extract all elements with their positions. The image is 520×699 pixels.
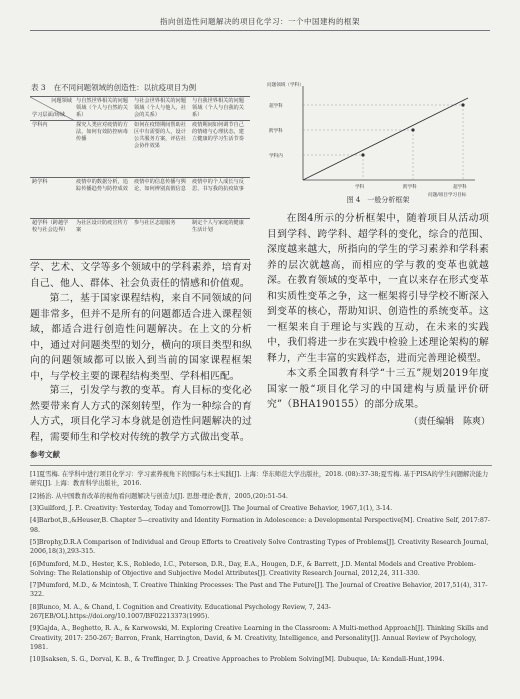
framework-diagram: [263, 80, 493, 200]
table-caption-text: 在不同问题领域的创造性：以抗疫项目为例: [53, 83, 197, 92]
reference-item: [5]Brophy,D.R.A Comparison of Individual and Group Efforts to Creatively Solve Contrasting Types of Problems[J]. Creativity Research Journal, 2006,18(3),293-315.: [30, 538, 489, 556]
reference-item: [1]夏雪梅. 在学科中进行项目化学习：学习素养视角下的国际与本土实践[J]. 上海：华东师范大学出版社，2018. (08):37-38;夏雪梅. 基于PISA的学生问题解决能力研究[J]. 上海：教育科学出版社，2016.: [30, 471, 489, 488]
table-caption-number: 表 3: [31, 83, 46, 92]
table-row: [30, 178, 250, 219]
table-row: [30, 219, 250, 260]
body-paragraph: 第三，引发学与教的变革。育人目标的变化必然要带来育人方式的深刻转型，作为一种综合的育人方式，项目化学习本身就是创造性问题解决的过程，需要师生和学校对传统的教学方式做出变革。: [30, 385, 252, 443]
body-paragraph: 学、艺术、文学等多个领域中的学科素养，培育对自己、他人、群体、社会负责任的情感和价值观。: [30, 262, 252, 289]
table-col-head: 与自然世界相关的问题领域（个人与自然的关系）: [74, 97, 132, 121]
point-transdisciplinary: [461, 103, 464, 106]
table-diagonal-header: [30, 97, 74, 121]
point-interdisciplinary: [411, 128, 414, 131]
y-tick-label: 超学科: [269, 104, 283, 109]
funding-note: 本文系全国教育科学“十三五”规划2019年度国家一般“项目化学习的中国建构与质量评价研究”（BHA190155）的部分成果。: [267, 368, 489, 410]
analysis-framework-figure: [263, 80, 493, 200]
reference-list: [30, 463, 492, 668]
reference-item: [2]杨治. 从中国教育改革的视角看问题解决与创造力[J]. 思想·理论·教育，2005,(20):51-54.: [30, 492, 288, 500]
y-tick-label: 学科内: [269, 154, 283, 159]
figure-caption: 图 4 一般分析框架: [346, 196, 410, 204]
reference-item: [10]Isaksen, S. G., Dorval, K. B., & Treffinger, D. J. Creative Approaches to Problem Solving[M]. Dubuque, IA: Kendall-Hunt,1994.: [30, 656, 445, 664]
reference-item: [9]Gajda, A., Beghetto, R. A., & Karwowski, M. Exploring Creative Learning in the Classroom: A Multi-method Approach[J]. Thinking Skills and Creativity, 2017: 250-267; Barron, Frank, Harrington, David, & M. Creativity, Intelligence, and Personality[J]. Annual Review of Psychology, 1981.: [30, 625, 489, 651]
table-cell: 探究人类应对疫情的方法，如何有效防控病毒传播: [74, 121, 132, 178]
running-head: 指向创造性问题解决的项目化学习：一个中国建构的框架: [160, 17, 360, 26]
table-col-head: 与社会世界相关的问题领域（个人与他人、社会的关系）: [132, 97, 190, 121]
table-header-row: [30, 97, 250, 121]
point-disciplinary: [361, 153, 364, 156]
diag-bottom-label: 学习层面/场域: [32, 112, 65, 119]
editor-credit: （责任编辑 陈爽）: [408, 417, 490, 427]
table-cell: 参与社区志愿服务: [132, 219, 190, 260]
x-tick-label: 跨学科: [403, 185, 417, 190]
reference-item: [6]Mumford, M.D., Hester, K.S., Robledo, I.C., Peterson, D.R., Day, E.A., Hougen, D.F., & Barrett, J.D. Mental Models and Creative Problem-Solving: The Relationship of Objective and Subjective Model Attributes[J]. Creativity Research Journal, 2012,24, 311-330.: [30, 560, 476, 577]
references-title: 参考文献: [30, 450, 60, 459]
diag-top-label: 问题领域: [51, 98, 72, 104]
table-row-head: 超学科（跨越学校与社会边界）: [30, 219, 74, 260]
reference-item: [7]Mumford, M.D., & Mcintosh, T. Creative Thinking Processes: The Past and The Future[J]. The Journal of Creative Behavior, 2017,51(4), 317-322.: [30, 582, 488, 599]
table-row-head: 跨学科: [30, 178, 74, 219]
y-axis-label: 问题领域（学科）: [267, 83, 304, 88]
table-row: [30, 121, 250, 178]
x-axis-label: 问题/项目学习目标: [428, 193, 467, 198]
table-cell: 疫情中的数据分析，追踪传播趋势与防控成效: [74, 178, 132, 219]
y-tick-label: 跨学科: [269, 129, 283, 134]
x-tick-label: 超学科: [453, 185, 467, 190]
x-tick-label: 学科: [355, 185, 365, 190]
body-paragraph: 第二，基于国家课程结构，来自不同领域的问题非常多，但并不是所有的问题都适合进入课程领域，都适合进行创造性问题解决。在上文的分析中，通过对问题类型的划分，横向的项目类型和纵向的问题领域都可以嵌入到当前的国家课程框架中，与学校主要的课程结构类型、学科相匹配。: [30, 293, 252, 382]
table-cell: 为社区设计防疫宣传方案: [74, 219, 132, 260]
table-cell: 疫情期间如何调节自己的情绪与心理状态，建立健康的学习生活节奏: [190, 121, 250, 178]
header-rule: [30, 30, 490, 31]
body-paragraph: 在图4所示的分析框架中，随着项目从活动项目到学科、跨学科、超学科的变化，综合的范围、深度越来越大，所指向的学生的学习素养和学科素养的层次就越高，而相应的学与教的变革也就越深。在教育领域的变革中，一直以来存在形式变革和实质性变革之争，这一框架将引导学校不断深入到变革的核心，帮助知识、创造性的系统变革。这一框架来自于理论与实践的互动，在未来的实践中，我们将进一步在实践中检验上述理论架构的解释力，产生丰富的实践样态，进而完善理论模型。: [267, 213, 489, 364]
reference-item: [4]Barbot,B.,&Heuser,B. Chapter 5—creativity and Identity Formation in Adolescence: a Developmental Perspective[M]. Creative Self, 2017:87-98.: [30, 517, 491, 534]
references-rule: [30, 465, 492, 466]
problem-domain-table: [30, 96, 250, 260]
table-caption: [31, 82, 246, 93]
progression-line: [303, 98, 468, 180]
table-cell: 制定个人与家庭的健康生活计划: [190, 219, 250, 260]
table-cell: 疫情中的个人成长与反思，书写我的抗疫故事: [190, 178, 250, 219]
reference-item: [3]Guilford, J. P.. Creativity: Yesterday, Today and Tomorrow[J]. The Journal of Creative Behavior, 1967,1(1), 3-14.: [30, 504, 393, 512]
reference-item: [8]Runco, M. A., & Chand, I. Cognition and Creativity. Educational Psychology Review, 7, 243-267[EB/OL].https://doi.org/10.1007/BF02213373(1995).: [30, 603, 331, 620]
table-col-head: 与自我世界相关的问题领域（个人与自我的关系）: [190, 97, 250, 121]
table-row-head: 学科内: [30, 121, 74, 178]
table-cell: 如何在疫情期间帮助社区中有需要的人，设计公共服务方案，评估社会协作效果: [132, 121, 190, 178]
table-cell: 疫情中的信息传播与舆论，如何辨别真假信息: [132, 178, 190, 219]
grid-lines: [303, 105, 463, 180]
